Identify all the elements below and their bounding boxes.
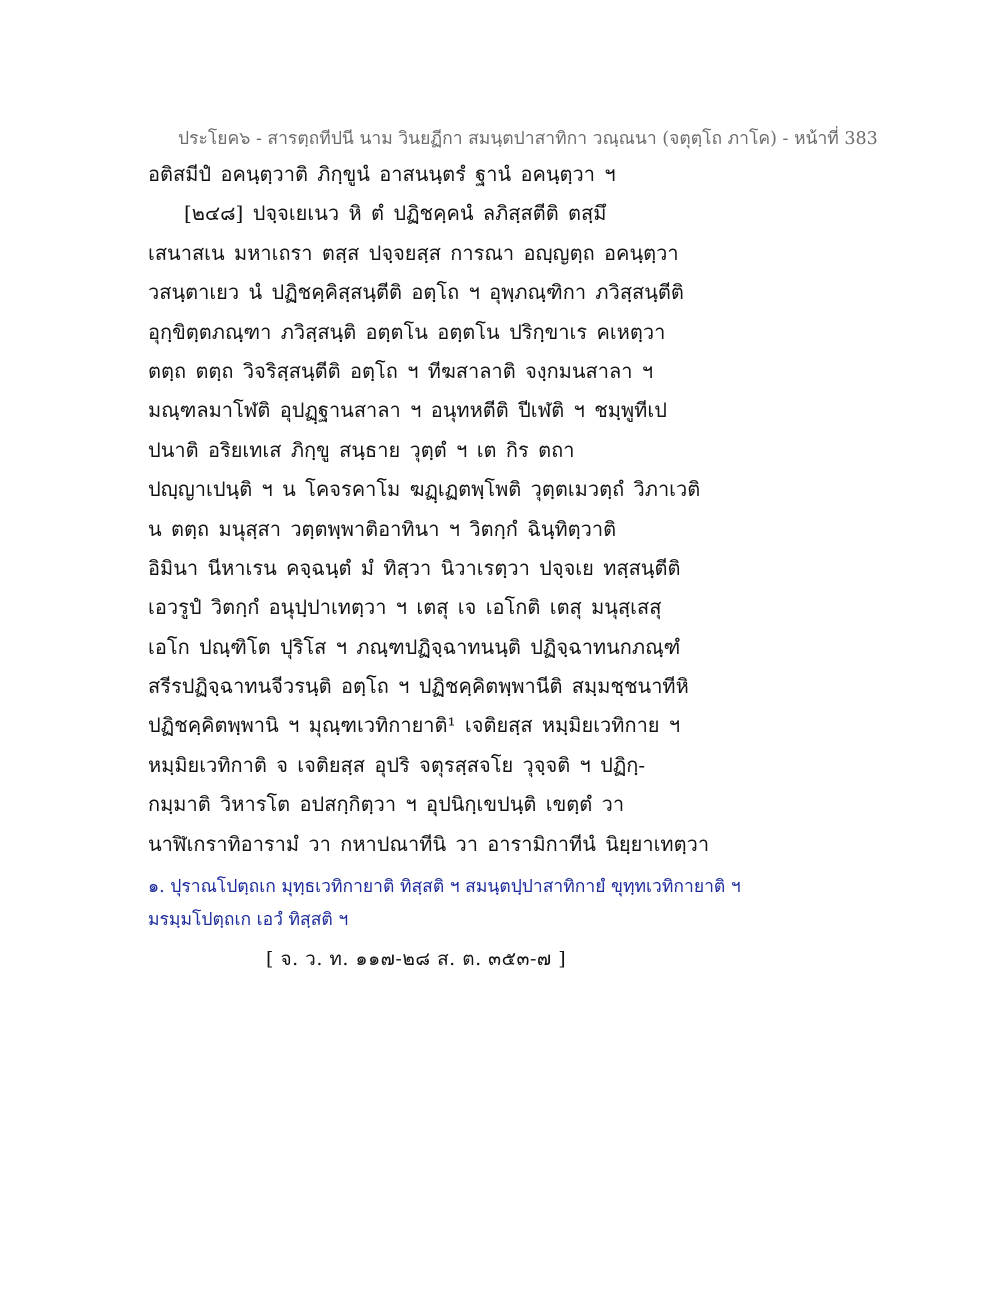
body-line: [๒๔๘] ปจฺจเยเนว หิ ตํ ปฏิชคฺคนํ ลภิสฺสตีติ ตสฺมึ (184, 201, 607, 226)
body-line: นาฬิเกราทิอารามํ วา กหาปณาทีนิ วา อารามิกาทีนํ นิยฺยาเทตฺวา (148, 831, 710, 856)
body-line: ปญฺญาเปนฺติ ฯ น โคจรคาโม ฆฏฺเฏตพฺโพติ วุตฺตเมวตฺถํ วิภาเวติ (148, 477, 701, 502)
footnote-line: มรมฺมโปตฺถเก เอวํ ทิสฺสติ ฯ (148, 910, 349, 930)
page-reference: [ จ. ว. ท. ๑๑๗-๒๘ ส. ต. ๓๕๓-๗ ] (266, 948, 567, 970)
body-line: วสนฺตาเยว นํ ปฏิชคฺคิสฺสนฺตีติ อตฺโถ ฯ อุพฺภณฺฑิกา ภวิสฺสนฺตีติ (148, 280, 684, 305)
body-line: เสนาสเน มหาเถรา ตสฺส ปจฺจยสฺส การณา อญฺญตฺถ อคนฺตฺวา (148, 240, 679, 265)
body-line: เอวรูปํ วิตกฺกํ อนุปฺปาเทตฺวา ฯ เตสุ เจ เอโกติ เตสุ มนุสฺเสสุ (148, 595, 662, 620)
body-line: ปฏิชคฺคิตพฺพานิ ฯ มุณฺฑเวทิกายาติ¹ เจติยสฺส หมฺมิยเวทิกาย ฯ (148, 713, 681, 738)
body-text (148, 158, 708, 867)
page-header: ประโยค๖ - สารตฺถทีปนี นาม วินยฏีกา สมนฺตปาสาทิกา วณฺณนา (จตุตฺโถ ภาโค) - หน้าที่ 383 (178, 129, 878, 149)
body-line: น ตตฺถ มนุสฺสา วตฺตพฺพาติอาทินา ฯ วิตกฺกํ ฉินฺทิตฺวาติ (148, 516, 617, 541)
body-line: เอโก ปณฺฑิโต ปุริโส ฯ ภณฺฑปฏิจฺฉาทนนฺติ ปฏิจฺฉาทนกภณฺฑํ (148, 634, 681, 659)
body-line: หมฺมิยเวทิกาติ จ เจติยสฺส อุปริ จตุรสฺสจโย วุจฺจติ ฯ ปฏิกฺ- (148, 752, 646, 777)
body-line: กมฺมาติ วิหารโต อปสกฺกิตฺวา ฯ อุปนิกฺเขปนฺติ เขตฺตํ วา (148, 792, 625, 817)
body-line: สรีรปฏิจฺฉาทนจีวรนฺติ อตฺโถ ฯ ปฏิชคฺคิตพฺพานีติ สมฺมชฺชนาทีหิ (148, 674, 689, 699)
body-line: อุกฺขิตฺตภณฺฑา ภวิสฺสนฺติ อตฺตโน อตฺตโน ปริกฺขาเร คเหตฺวา (148, 319, 666, 344)
body-line: อติสมีปํ อคนฺตฺวาติ ภิกฺขูนํ อาสนนฺตรํ ฐานํ อคนฺตฺวา ฯ (148, 162, 616, 186)
body-line: ตตฺถ ตตฺถ วิจริสฺสนฺตีติ อตฺโถ ฯ ทีฆสาลาติ จงฺกมนสาลา ฯ (148, 358, 654, 383)
footnotes (148, 873, 848, 939)
body-line: มณฺฑลมาโฬติ อุปฏฺฐานสาลา ฯ อนุทหตีติ ปีเฬติ ฯ ชมฺพูทีเป (148, 398, 667, 423)
body-line: อิมินา นีหาเรน คจฺฉนฺตํ มํ ทิสฺวา นิวาเรตฺวา ปจฺจเย ทสฺสนฺตีติ (148, 555, 681, 580)
footnote-line: ๑. ปุราณโปตฺถเก มุทฺธเวทิกายาติ ทิสฺสติ ฯ สมนฺตปฺปาสาทิกายํ ขุทฺทเวทิกายาติ ฯ (148, 877, 741, 897)
body-line: ปนาติ อริยเทเส ภิกฺขู สนฺธาย วุตฺตํ ฯ เต กิร ตถา (148, 437, 575, 462)
